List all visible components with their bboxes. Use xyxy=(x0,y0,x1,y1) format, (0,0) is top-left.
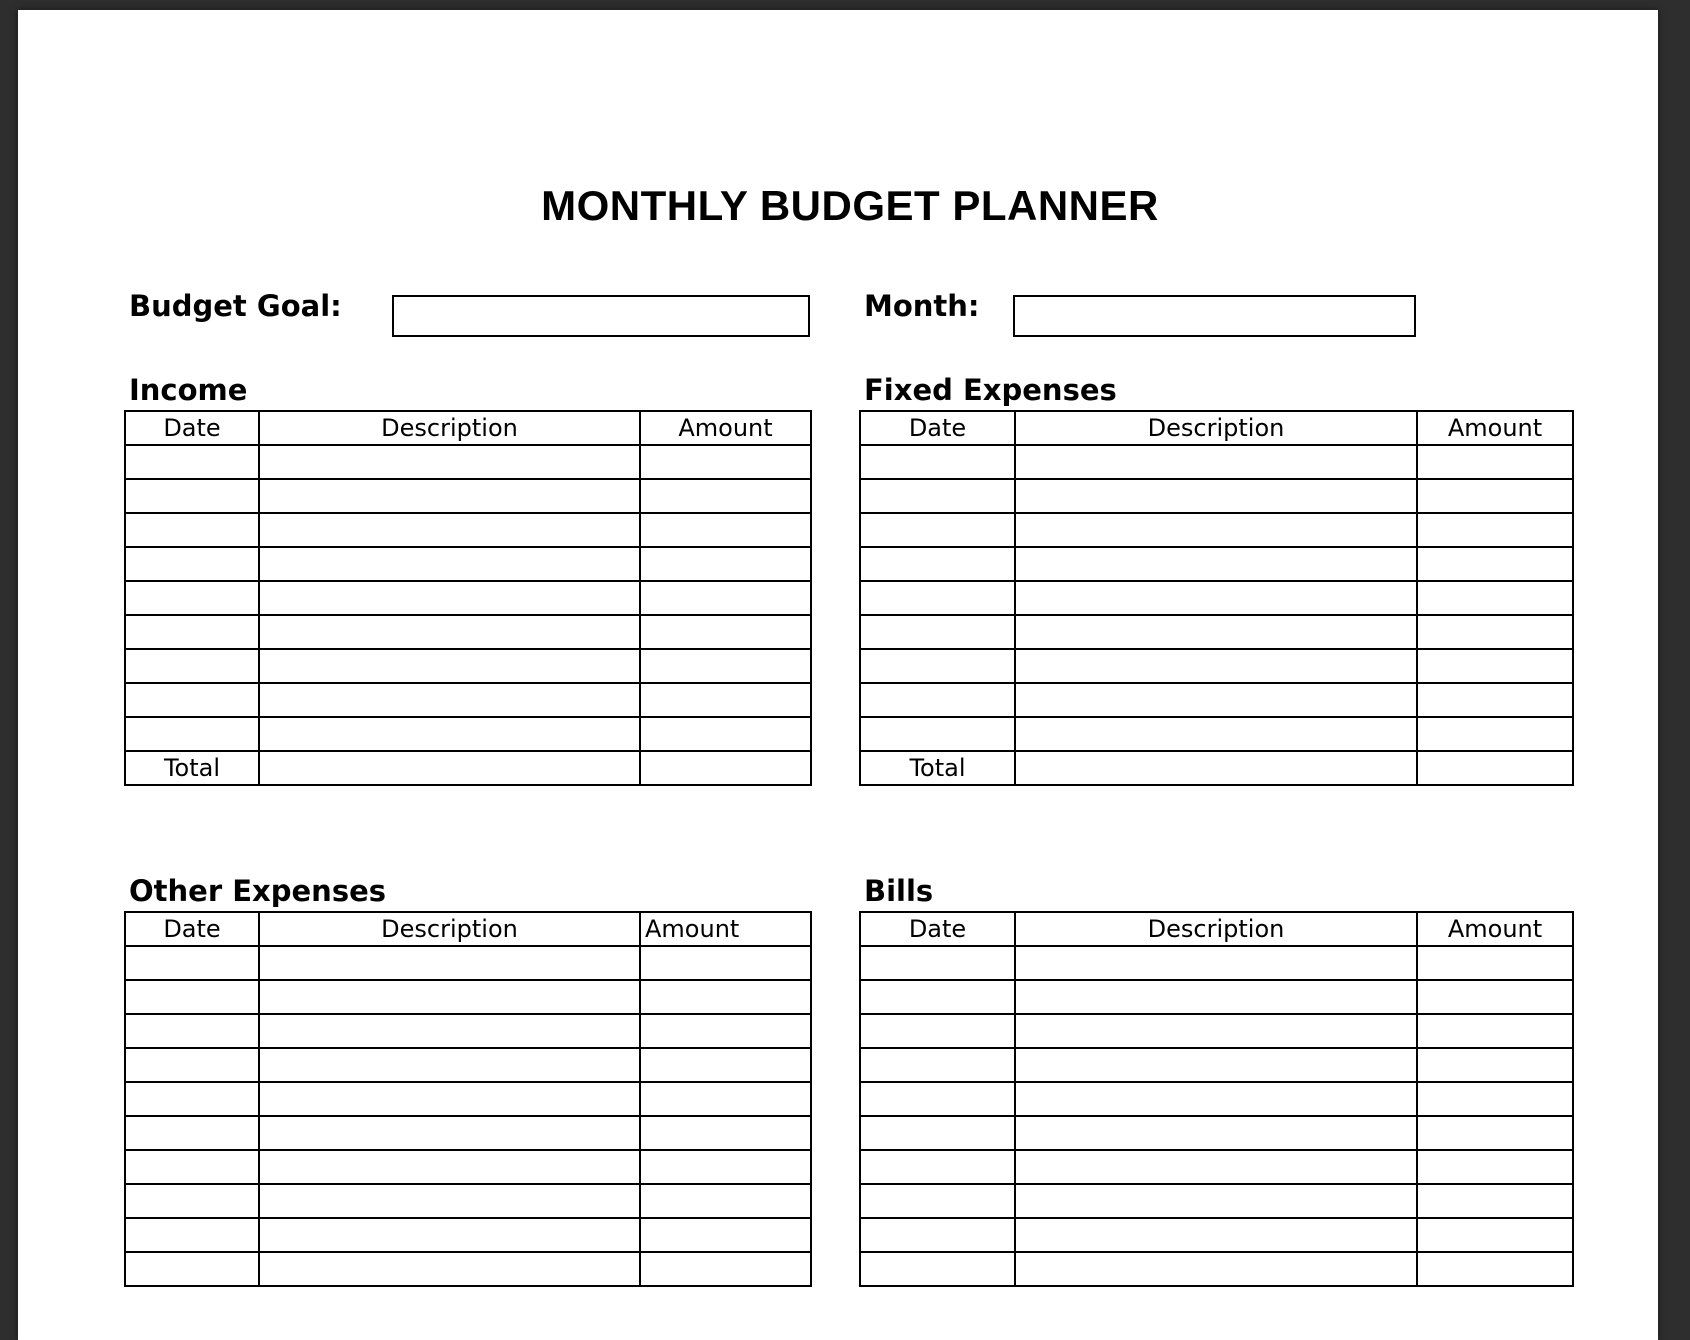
date-cell[interactable] xyxy=(860,513,1015,547)
amount-cell[interactable] xyxy=(640,445,811,479)
amount-cell[interactable] xyxy=(1417,980,1573,1014)
description-cell[interactable] xyxy=(1015,751,1417,785)
description-cell[interactable] xyxy=(1015,980,1417,1014)
date-cell[interactable] xyxy=(860,1014,1015,1048)
date-cell[interactable] xyxy=(125,1150,259,1184)
table-row xyxy=(860,683,1573,717)
date-cell[interactable] xyxy=(125,479,259,513)
table-row xyxy=(860,946,1573,980)
table-row xyxy=(860,717,1573,751)
date-cell[interactable] xyxy=(125,1252,259,1286)
date-cell[interactable] xyxy=(860,649,1015,683)
date-cell[interactable] xyxy=(125,980,259,1014)
other-expenses-header-row xyxy=(125,912,811,946)
amount-column-header: Amount xyxy=(640,912,811,946)
description-cell[interactable] xyxy=(1015,445,1417,479)
amount-cell[interactable] xyxy=(1417,1014,1573,1048)
other-expenses-section-title: Other Expenses xyxy=(129,874,387,908)
date-cell[interactable] xyxy=(860,1048,1015,1082)
total-amount-cell[interactable] xyxy=(640,751,811,785)
description-cell[interactable] xyxy=(259,1082,640,1116)
date-cell[interactable] xyxy=(860,1116,1015,1150)
description-cell[interactable] xyxy=(259,513,640,547)
description-cell[interactable] xyxy=(259,683,640,717)
description-column-header: Description xyxy=(1015,912,1417,946)
table-row xyxy=(125,717,811,751)
amount-cell[interactable] xyxy=(640,1048,811,1082)
description-cell[interactable] xyxy=(259,581,640,615)
table-row xyxy=(860,581,1573,615)
income-header-row xyxy=(125,411,811,445)
date-cell[interactable] xyxy=(860,547,1015,581)
amount-cell[interactable] xyxy=(640,1184,811,1218)
description-cell[interactable] xyxy=(1015,547,1417,581)
other-expenses-table xyxy=(124,911,812,1287)
total-label: Total xyxy=(860,751,1015,785)
table-row xyxy=(125,445,811,479)
fixed-expenses-section-title: Fixed Expenses xyxy=(864,373,1117,407)
table-row xyxy=(860,1048,1573,1082)
date-cell[interactable] xyxy=(860,445,1015,479)
table-row xyxy=(125,1048,811,1082)
amount-cell[interactable] xyxy=(1417,1048,1573,1082)
description-cell[interactable] xyxy=(259,1048,640,1082)
amount-cell[interactable] xyxy=(1417,717,1573,751)
fixed-expenses-header-row xyxy=(860,411,1573,445)
table-row xyxy=(860,1218,1573,1252)
description-cell[interactable] xyxy=(259,1218,640,1252)
date-column-header: Date xyxy=(125,912,259,946)
page-title: MONTHLY BUDGET PLANNER xyxy=(541,182,1159,229)
table-row xyxy=(860,1184,1573,1218)
date-cell[interactable] xyxy=(125,1014,259,1048)
table-row xyxy=(125,1014,811,1048)
amount-cell[interactable] xyxy=(640,1014,811,1048)
amount-cell[interactable] xyxy=(640,717,811,751)
date-cell[interactable] xyxy=(860,683,1015,717)
description-cell[interactable] xyxy=(259,615,640,649)
date-column-header: Date xyxy=(860,411,1015,445)
table-row xyxy=(125,683,811,717)
date-cell[interactable] xyxy=(125,1048,259,1082)
date-column-header: Date xyxy=(860,912,1015,946)
table-row xyxy=(860,513,1573,547)
income-section-title: Income xyxy=(129,373,248,407)
description-column-header: Description xyxy=(259,912,640,946)
amount-cell[interactable] xyxy=(640,615,811,649)
description-cell[interactable] xyxy=(1015,615,1417,649)
total-amount-cell[interactable] xyxy=(1417,751,1573,785)
date-cell[interactable] xyxy=(125,1218,259,1252)
table-row xyxy=(860,1082,1573,1116)
table-row xyxy=(860,1116,1573,1150)
total-row xyxy=(125,751,811,785)
total-label: Total xyxy=(125,751,259,785)
date-cell[interactable] xyxy=(125,513,259,547)
amount-cell[interactable] xyxy=(640,1150,811,1184)
amount-cell[interactable] xyxy=(1417,683,1573,717)
description-cell[interactable] xyxy=(1015,1184,1417,1218)
fixed-expenses-table xyxy=(859,410,1574,786)
budget-planner-page xyxy=(18,10,1658,1340)
description-cell[interactable] xyxy=(259,1184,640,1218)
amount-cell[interactable] xyxy=(640,649,811,683)
table-row xyxy=(125,581,811,615)
description-cell[interactable] xyxy=(1015,1218,1417,1252)
description-cell[interactable] xyxy=(259,980,640,1014)
amount-cell[interactable] xyxy=(640,1252,811,1286)
date-cell[interactable] xyxy=(125,615,259,649)
amount-cell[interactable] xyxy=(1417,479,1573,513)
date-cell[interactable] xyxy=(860,1184,1015,1218)
date-cell[interactable] xyxy=(860,717,1015,751)
description-cell[interactable] xyxy=(1015,479,1417,513)
date-cell[interactable] xyxy=(125,581,259,615)
amount-cell[interactable] xyxy=(1417,1116,1573,1150)
amount-cell[interactable] xyxy=(1417,615,1573,649)
amount-cell[interactable] xyxy=(640,1082,811,1116)
amount-cell[interactable] xyxy=(1417,1184,1573,1218)
date-cell[interactable] xyxy=(860,1218,1015,1252)
amount-cell[interactable] xyxy=(640,1218,811,1252)
table-row xyxy=(125,1218,811,1252)
table-row xyxy=(125,649,811,683)
description-cell[interactable] xyxy=(1015,1252,1417,1286)
table-row xyxy=(125,1184,811,1218)
amount-cell[interactable] xyxy=(1417,1252,1573,1286)
amount-cell[interactable] xyxy=(640,513,811,547)
description-cell[interactable] xyxy=(259,547,640,581)
description-cell[interactable] xyxy=(1015,513,1417,547)
table-row xyxy=(860,649,1573,683)
date-cell[interactable] xyxy=(860,581,1015,615)
description-cell[interactable] xyxy=(259,1116,640,1150)
bills-section-title: Bills xyxy=(864,874,934,908)
date-cell[interactable] xyxy=(125,547,259,581)
table-row xyxy=(125,1252,811,1286)
amount-cell[interactable] xyxy=(1417,547,1573,581)
amount-cell[interactable] xyxy=(640,946,811,980)
date-cell[interactable] xyxy=(125,1116,259,1150)
description-cell[interactable] xyxy=(259,1014,640,1048)
amount-column-header: Amount xyxy=(1417,912,1573,946)
table-row xyxy=(125,479,811,513)
description-cell[interactable] xyxy=(259,1150,640,1184)
table-row xyxy=(860,1150,1573,1184)
table-row xyxy=(860,1252,1573,1286)
description-cell[interactable] xyxy=(1015,1150,1417,1184)
total-row xyxy=(860,751,1573,785)
date-cell[interactable] xyxy=(860,946,1015,980)
date-cell[interactable] xyxy=(860,1150,1015,1184)
amount-cell[interactable] xyxy=(640,581,811,615)
date-cell[interactable] xyxy=(125,683,259,717)
description-cell[interactable] xyxy=(259,1252,640,1286)
budget-goal-field[interactable] xyxy=(392,295,810,337)
date-cell[interactable] xyxy=(860,1252,1015,1286)
description-cell[interactable] xyxy=(1015,1048,1417,1082)
month-label: Month: xyxy=(864,289,980,323)
bills-table xyxy=(859,911,1574,1287)
amount-cell[interactable] xyxy=(1417,1150,1573,1184)
table-row xyxy=(125,1082,811,1116)
amount-cell[interactable] xyxy=(640,683,811,717)
amount-cell[interactable] xyxy=(640,980,811,1014)
month-field[interactable] xyxy=(1013,295,1416,337)
description-cell[interactable] xyxy=(259,479,640,513)
bills-header-row xyxy=(860,912,1573,946)
description-cell[interactable] xyxy=(1015,717,1417,751)
date-cell[interactable] xyxy=(125,946,259,980)
date-cell[interactable] xyxy=(860,615,1015,649)
description-cell[interactable] xyxy=(1015,1082,1417,1116)
amount-cell[interactable] xyxy=(640,479,811,513)
table-row xyxy=(860,479,1573,513)
table-row xyxy=(125,615,811,649)
date-cell[interactable] xyxy=(860,980,1015,1014)
date-cell[interactable] xyxy=(125,1184,259,1218)
description-cell[interactable] xyxy=(259,717,640,751)
table-row xyxy=(125,1116,811,1150)
table-row xyxy=(125,946,811,980)
amount-cell[interactable] xyxy=(1417,1218,1573,1252)
amount-cell[interactable] xyxy=(640,1116,811,1150)
description-column-header: Description xyxy=(259,411,640,445)
table-row xyxy=(860,980,1573,1014)
amount-cell[interactable] xyxy=(1417,649,1573,683)
amount-cell[interactable] xyxy=(1417,946,1573,980)
amount-cell[interactable] xyxy=(1417,1082,1573,1116)
table-row xyxy=(125,513,811,547)
description-cell[interactable] xyxy=(259,445,640,479)
date-cell[interactable] xyxy=(125,1082,259,1116)
description-column-header: Description xyxy=(1015,411,1417,445)
description-cell[interactable] xyxy=(259,946,640,980)
table-row xyxy=(860,1014,1573,1048)
description-cell[interactable] xyxy=(1015,1116,1417,1150)
budget-goal-label: Budget Goal: xyxy=(129,289,342,323)
date-cell[interactable] xyxy=(860,479,1015,513)
table-row xyxy=(860,445,1573,479)
amount-cell[interactable] xyxy=(1417,445,1573,479)
date-cell[interactable] xyxy=(125,649,259,683)
amount-cell[interactable] xyxy=(1417,513,1573,547)
income-table xyxy=(124,410,812,786)
description-cell[interactable] xyxy=(259,751,640,785)
description-cell[interactable] xyxy=(1015,683,1417,717)
description-cell[interactable] xyxy=(1015,649,1417,683)
table-row xyxy=(860,615,1573,649)
date-column-header: Date xyxy=(125,411,259,445)
description-cell[interactable] xyxy=(259,649,640,683)
description-cell[interactable] xyxy=(1015,1014,1417,1048)
description-cell[interactable] xyxy=(1015,946,1417,980)
amount-cell[interactable] xyxy=(640,547,811,581)
table-row xyxy=(125,547,811,581)
table-row xyxy=(860,547,1573,581)
date-cell[interactable] xyxy=(125,717,259,751)
table-row xyxy=(125,1150,811,1184)
description-cell[interactable] xyxy=(1015,581,1417,615)
date-cell[interactable] xyxy=(860,1082,1015,1116)
amount-column-header: Amount xyxy=(640,411,811,445)
amount-column-header: Amount xyxy=(1417,411,1573,445)
amount-cell[interactable] xyxy=(1417,581,1573,615)
table-row xyxy=(125,980,811,1014)
date-cell[interactable] xyxy=(125,445,259,479)
